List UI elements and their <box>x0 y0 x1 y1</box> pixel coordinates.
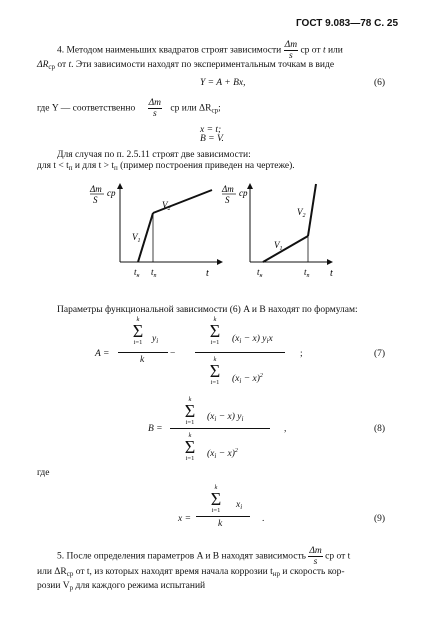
eq8-lhs: B = <box>148 424 163 434</box>
graph2-t-label: t <box>330 268 333 279</box>
equation-7-number: (7) <box>374 349 386 359</box>
eq7-sum-num: k Σ i=1 <box>209 316 221 346</box>
paragraph-4-line-2: $\Delta R_{ср}$ от t. Эти зависимости находят по экспериментальным точкам в виде <box>37 60 335 71</box>
graph1-tn-label: $t_н$ <box>134 267 140 279</box>
eq7-num-term: $(x_i - x)$ $y_ix$ <box>232 334 273 345</box>
case-line-1: Для случая по п. 2.5.11 строят две зависимости: <box>57 150 251 160</box>
svg-text:S: S <box>93 195 98 205</box>
paragraph-5-line-3: розии $V_р$ для каждого режима испытаний <box>37 581 206 592</box>
graph1-tp-label: $t_п$ <box>151 267 157 279</box>
p4-text-d: или <box>327 45 343 56</box>
graphs-figure <box>80 178 360 288</box>
eq9-x-term: $x_i$ <box>236 500 243 511</box>
eq8-den-term: $(x_i - x)^2$ <box>207 448 238 461</box>
graph2-tp-label: $t_п$ <box>304 267 310 279</box>
page-header: ГОСТ 9.083—78 С. 25 <box>296 18 399 29</box>
p4-text-a: 4. Методом наименьших квадратов строят зависимости <box>57 45 282 56</box>
eq7-sum-y: k Σ i=1 <box>132 316 144 346</box>
system-line-1: x = t; <box>200 125 222 135</box>
eq7-lhs: A = <box>95 349 110 359</box>
eq7-den-term: $(x_i - x)^2$ <box>232 373 263 386</box>
eq9-lhs: x = <box>178 514 192 524</box>
graph2-tn-label: $t_н$ <box>257 267 263 279</box>
graph2-line-v2 <box>308 184 316 236</box>
params-line: Параметры функциональной зависимости (6) A и B находят по формулам: <box>57 305 358 315</box>
dm-s-fraction-3: $\frac{\Delta m}{s}$ <box>309 546 322 567</box>
svg-text:cp: cp <box>239 188 248 198</box>
where-y-line: где Y — соответственно $\frac{\Delta m}{s}$ ср или $\Delta R_{ср}$; <box>37 98 221 119</box>
p4-text-b: ср от <box>300 45 321 56</box>
dm-s-fraction: $\frac{\Delta m}{s}$ <box>284 40 298 61</box>
svg-text:S: S <box>225 195 230 205</box>
p4-text-c: t <box>322 45 326 56</box>
equation-9-number: (9) <box>374 514 386 524</box>
graph2-v1-label: $V_1$ <box>274 240 283 252</box>
equation-8-number: (8) <box>374 424 386 434</box>
eq8-num-term: $(x_i - x)$ $y_i$ <box>207 412 244 423</box>
eq7-sum-den: k Σ i=1 <box>209 356 221 386</box>
graph1-ylabel: Δm <box>90 184 102 194</box>
eq7-y-term: $y_i$ <box>152 334 159 345</box>
case-line-2: для $t < t_п$ и для $t > t_п$ (пример построения приведен на чертеже). <box>37 161 295 172</box>
paragraph-4-line-1 <box>57 40 343 61</box>
eq8-sum-den: k Σ i=1 <box>184 432 196 462</box>
graph2-line-v1 <box>263 236 308 262</box>
eq8-sum-num: k Σ i=1 <box>184 396 196 426</box>
paragraph-5-line-2: или $\Delta R_{ср}$ от t, из которых находят время начала коррозии $t_{нр}$ и скорость кор- <box>37 567 345 578</box>
svg-text:cp: cp <box>107 188 116 198</box>
paragraph-5-line-1: 5. После определения параметров A и B находят зависимость $\frac{\Delta m}{s}$ ср от t <box>57 546 351 567</box>
equation-6: Y = A + Bx, <box>200 78 246 88</box>
eq9-sum: k Σ i=1 <box>210 484 222 514</box>
graph1-t-label: t <box>206 268 209 279</box>
equation-6-number: (6) <box>374 78 386 88</box>
graph-1 <box>89 184 220 279</box>
system-line-2: B = V. <box>200 134 224 144</box>
graph2-ylabel: Δm <box>222 184 234 194</box>
dm-s-fraction-2: $\frac{\Delta m}{s}$ <box>148 98 162 119</box>
where-2: где <box>37 468 50 478</box>
graph2-v2-label: $V_2$ <box>297 207 306 219</box>
graph1-v2-label: $V_2$ <box>162 200 171 212</box>
graph1-v1-label: $V_1$ <box>132 232 141 244</box>
graph-2 <box>221 184 333 279</box>
